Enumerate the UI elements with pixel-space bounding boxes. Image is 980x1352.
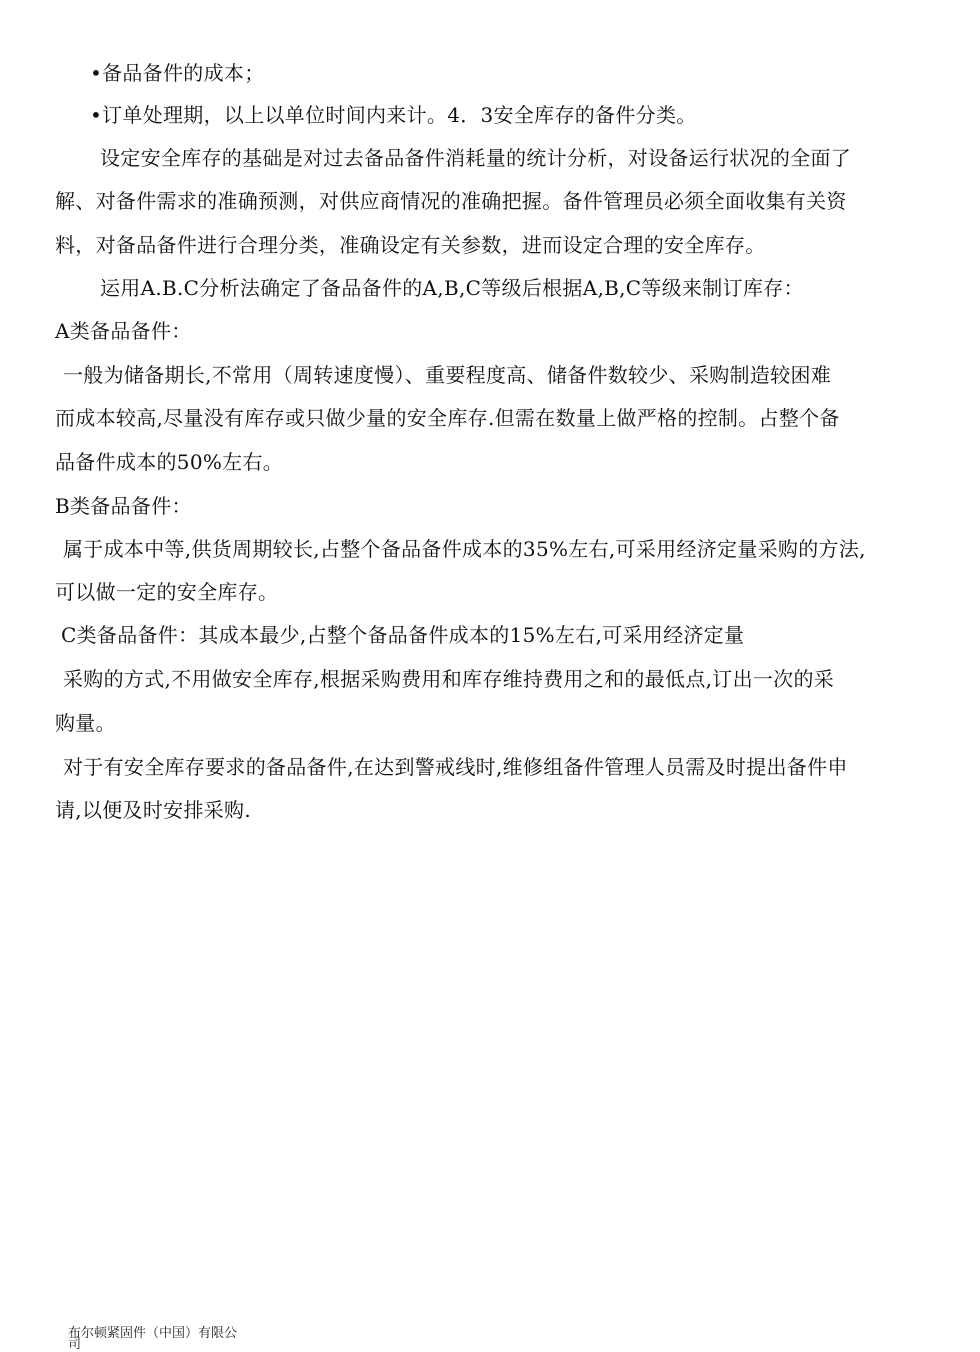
paragraph-line: 对于有安全库存要求的备品备件,在达到警戒线时,维修组备件管理人员需及时提出备件申	[63, 755, 848, 779]
footer-company-name-continued: 司	[68, 1337, 82, 1352]
paragraph-line: 料，对备品备件进行合理分类，准确设定有关参数，进而设定合理的安全库存。	[55, 233, 766, 257]
paragraph-line: 采购的方式,不用做安全库存,根据采购费用和库存维持费用之和的最低点,订出一次的采	[63, 667, 835, 691]
footer-company-name: 布尔顿紧固件（中国）有限公	[68, 1326, 238, 1341]
paragraph-line: 请,以便及时安排采购.	[55, 798, 252, 822]
bullet-line-cost: •备品备件的成本；	[90, 61, 265, 85]
paragraph-line: 品备件成本的50%左右。	[55, 450, 284, 474]
paragraph-line: 解、对备件需求的准确预测，对供应商情况的准确把握。备件管理员必须全面收集有关资	[55, 189, 847, 213]
paragraph-line: 可以做一定的安全库存。	[55, 580, 279, 604]
paragraph-line: 属于成本中等,供货周期较长,占整个备品备件成本的35%左右,可采用经济定量采购的方法,	[63, 537, 866, 561]
paragraph-line: 购量。	[55, 711, 116, 735]
section-heading-a: A类备品备件：	[55, 319, 192, 343]
paragraph-line: 运用A.B.C分析法确定了备品备件的A,B,C等级后根据A,B,C等级来制订库存：	[100, 276, 804, 300]
section-heading-c: C类备品备件：其成本最少,占整个备品备件成本的15%左右,可采用经济定量	[61, 623, 745, 647]
bullet-line-order-period: •订单处理期，以上以单位时间内来计。4．3安全库存的备件分类。	[90, 103, 697, 127]
paragraph-line: 一般为储备期长,不常用（周转速度慢）、重要程度高、储备件数较少、采购制造较困难	[63, 363, 832, 387]
paragraph-line: 设定安全库存的基础是对过去备品备件消耗量的统计分析，对设备运行状况的全面了	[100, 146, 852, 170]
section-heading-b: B类备品备件：	[55, 494, 192, 518]
paragraph-line: 而成本较高,尽量没有库存或只做少量的安全库存.但需在数量上做严格的控制。占整个备	[55, 406, 840, 430]
